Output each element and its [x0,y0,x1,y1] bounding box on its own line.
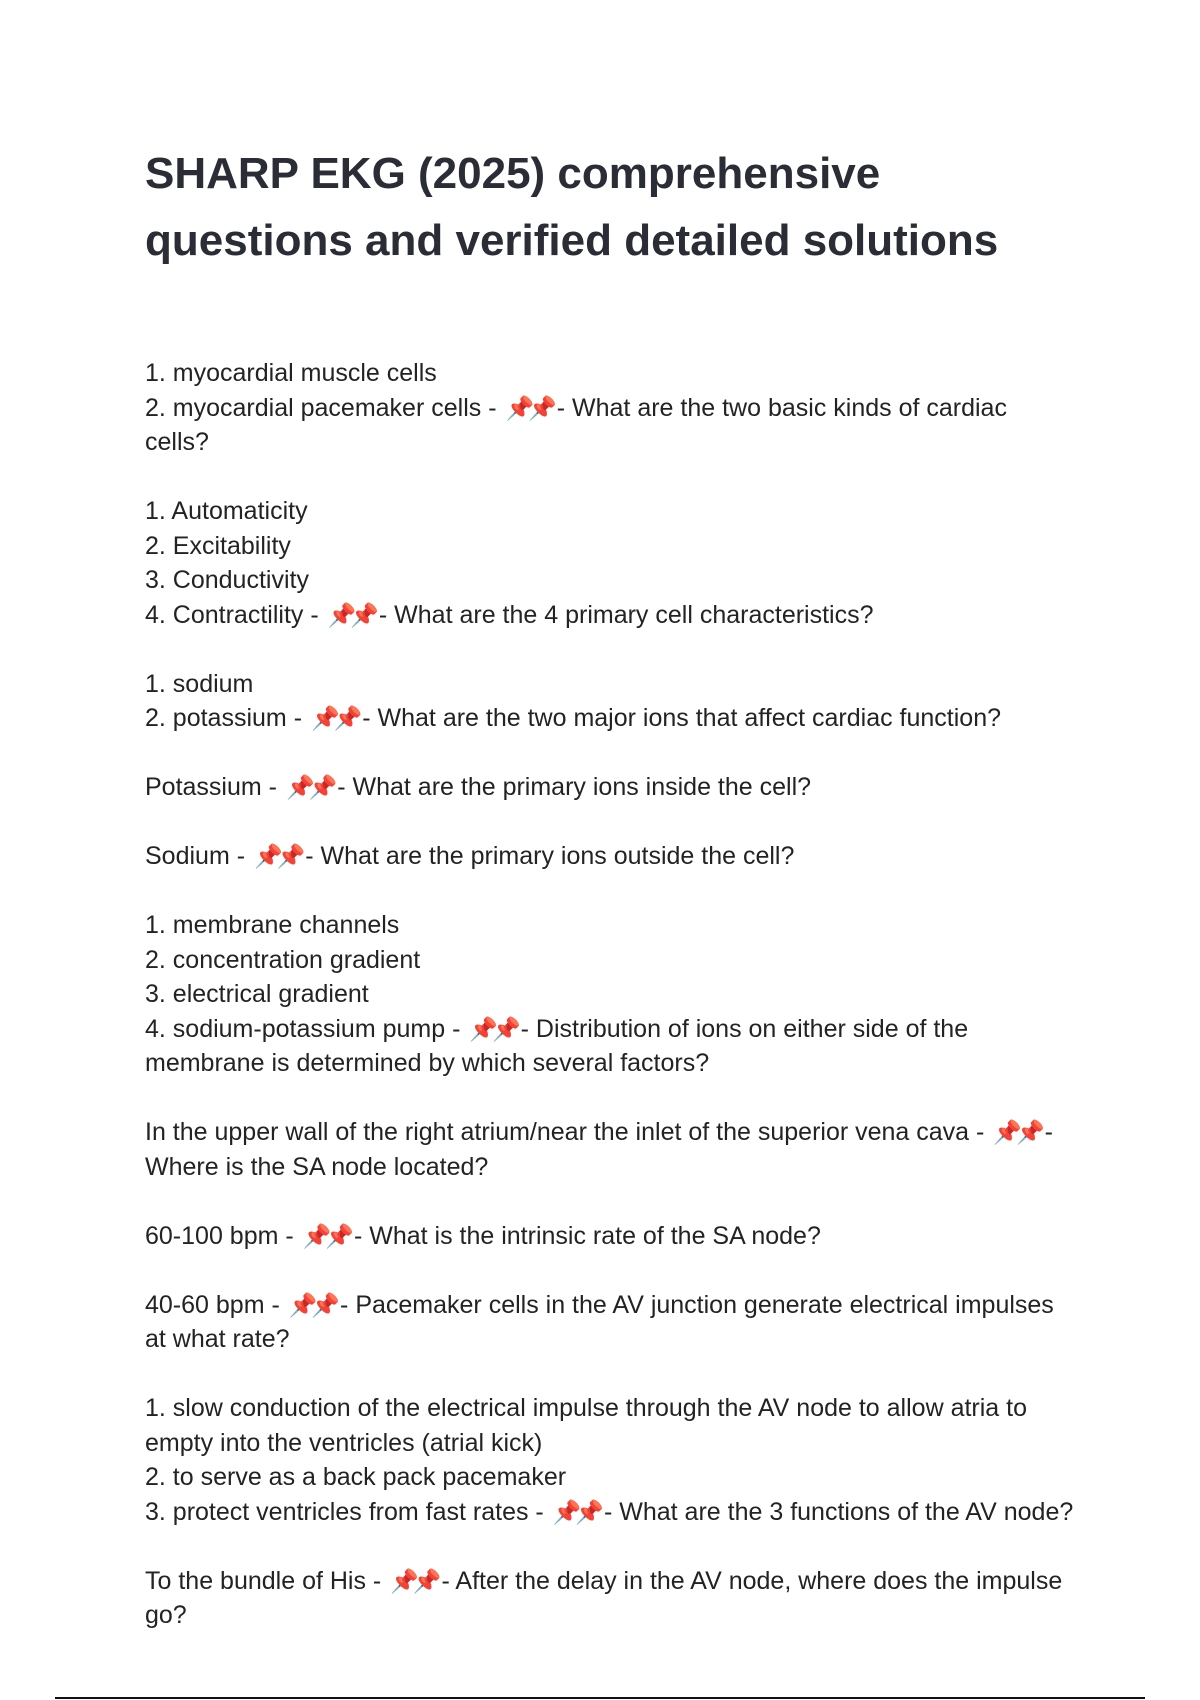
qa-entry [145,839,1075,874]
qa-entry [145,770,1075,805]
pushpin-icon: 📌📌 [505,394,551,421]
answer-question-line: 40-60 bpm - 📌📌 - Pacemaker cells in the AV junction generate electrical impulses at what rate? [145,1288,1075,1357]
pushpin-icon: 📌📌 [253,843,300,869]
answer-line: 2. concentration gradient [145,945,421,974]
qa-entry [145,908,1075,1081]
document-title: SHARP EKG (2025) comprehensive questions and verified detailed solutions [145,149,999,265]
pushpin-icon: 📌📌 [552,1498,598,1525]
qa-entry [145,1564,1075,1633]
answer-question-line: 60-100 bpm - 📌📌 - What is the intrinsic rate of the SA node? [145,1219,1075,1254]
page-bottom-divider [55,1697,1145,1699]
pushpin-icon: 📌📌 [302,1222,348,1249]
question-text: Where is the SA node located? [145,1152,489,1181]
question-text: What are the 4 primary cell characteristics? [394,600,874,629]
answer-question-line: 2. potassium - 📌📌 - What are the two major ions that affect cardiac function? [145,701,1075,736]
answer-question-line: 4. Contractility - 📌📌 - What are the 4 primary cell characteristics? [145,598,1075,633]
qa-entry [145,1391,1075,1529]
question-text: What are the 3 functions of the AV node? [619,1497,1074,1526]
document-page [145,140,1075,1667]
answer-text: 40-60 bpm [145,1290,265,1319]
answer-line: 3. Conductivity [145,566,309,594]
answer-question-line: 3. protect ventricles from fast rates - 📌📌 - What are the 3 functions of the AV node? [145,1495,1075,1530]
answer-line: 2. to serve as a back pack pacemaker [145,1463,567,1491]
question-text: Pacemaker cells in the AV junction generate electrical impulses at what rate? [145,1290,1054,1353]
qa-entry [145,1219,1075,1254]
question-text: What is the intrinsic rate of the SA node? [369,1221,821,1250]
pushpin-icon: 📌📌 [390,1567,436,1594]
question-text: What are the primary ions inside the cell? [352,773,812,801]
answer-question-line: Potassium - 📌📌 - What are the primary ions inside the cell? [145,770,1075,805]
pushpin-icon: 📌📌 [288,1291,335,1318]
pushpin-icon: 📌📌 [285,774,332,800]
answer-text: Potassium [145,773,262,801]
answer-line: 1. myocardial muscle cells [145,359,437,387]
pushpin-icon: 📌📌 [310,705,357,731]
answer-line: 1. membrane channels [145,911,400,939]
answer-question-line: 2. myocardial pacemaker cells - 📌📌 - What are the two basic kinds of cardiac cells? [145,391,1075,460]
answer-text: 3. protect ventricles from fast rates [145,1497,529,1526]
answer-question-line: 4. sodium-potassium pump - 📌📌 - Distribution of ions on either side of the membrane is determined by which several factors? [145,1012,1075,1081]
answer-line: 1. slow conduction of the electrical impulse through the AV node to allow atria to empty into the ventricles (atrial kick) [145,1394,1027,1457]
qa-entry [145,1115,1075,1184]
qa-entry [145,356,1075,460]
qa-entry [145,667,1075,736]
qa-entry [145,494,1075,632]
answer-text: 2. myocardial pacemaker cells [145,393,482,422]
answer-text: 4. Contractility [145,600,304,629]
answer-line: 1. sodium [145,669,254,698]
question-text: What are the two major ions that affect cardiac function? [377,704,1002,732]
answer-text: 2. potassium [145,704,287,732]
pushpin-icon: 📌📌 [469,1015,515,1042]
pushpin-icon: 📌📌 [993,1119,1039,1145]
question-text: What are the two basic kinds of cardiac cells? [145,393,1007,456]
answer-question-line: Sodium - 📌📌 - What are the primary ions outside the cell? [145,839,1075,874]
qa-list [145,356,1075,1633]
qa-entry [145,1288,1075,1357]
answer-line: 1. Automaticity [145,497,308,525]
answer-text: Sodium [145,842,230,870]
answer-line: 2. Excitability [145,531,291,560]
answer-text: 4. sodium-potassium pump [145,1014,446,1043]
answer-text: In the upper wall of the right atrium/near the inlet of the superior vena cava [145,1118,970,1146]
answer-text: To the bundle of His [145,1566,366,1595]
answer-question-line: In the upper wall of the right atrium/near the inlet of the superior vena cava - 📌📌 - Where is the SA node located? [145,1115,1075,1184]
question-text: After the delay in the AV node, where does the impulse go? [145,1566,1063,1629]
answer-text: 60-100 bpm [145,1221,279,1250]
question-text: What are the primary ions outside the cell? [320,842,795,870]
pushpin-icon: 📌📌 [327,601,373,628]
answer-question-line: To the bundle of His - 📌📌 - After the delay in the AV node, where does the impulse go? [145,1564,1075,1633]
question-text: Distribution of ions on either side of the membrane is determined by which several factors? [145,1014,969,1077]
answer-line: 3. electrical gradient [145,980,369,1008]
